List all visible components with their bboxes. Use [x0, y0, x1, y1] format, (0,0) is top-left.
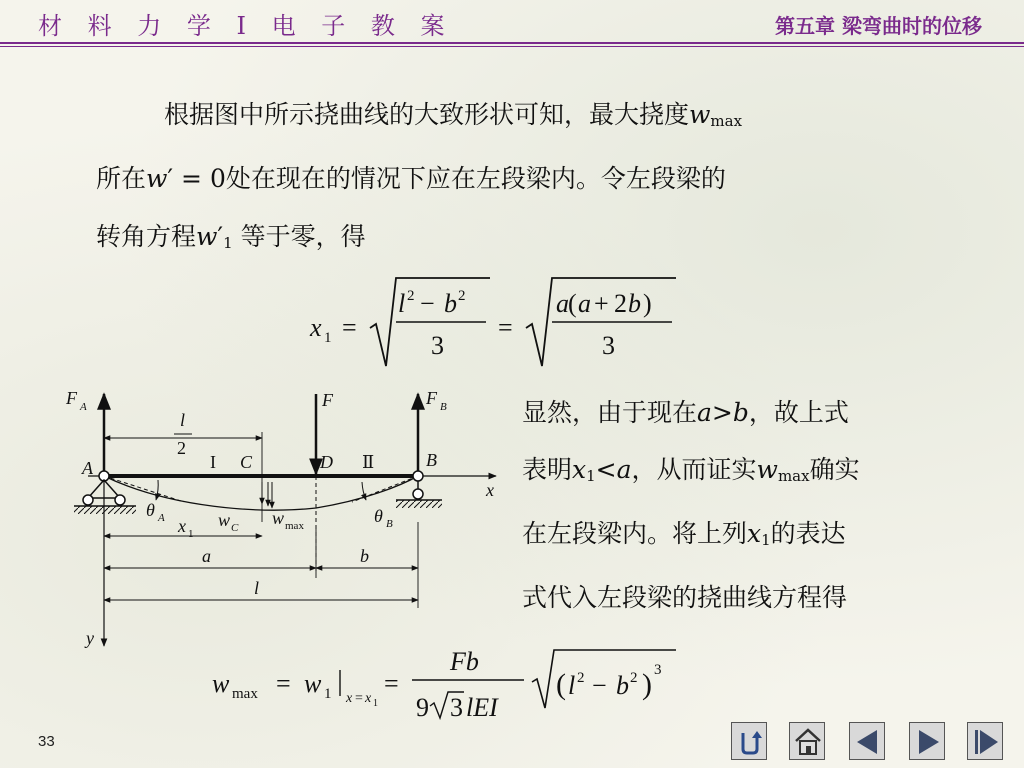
svg-text:1: 1	[324, 686, 332, 702]
svg-text:a: a	[556, 289, 569, 318]
intro-paragraph	[96, 86, 956, 272]
fb-label: F	[426, 388, 437, 408]
next-icon	[910, 723, 946, 761]
svg-text:−: −	[592, 671, 607, 700]
svg-text:2: 2	[577, 670, 585, 686]
explanation-text	[522, 384, 982, 626]
explanation-line-1: 显然，由于现在a>b，故上式	[522, 398, 849, 427]
svg-text:lEI: lEI	[466, 693, 498, 722]
svg-text:b: b	[444, 289, 457, 318]
svg-text:2: 2	[614, 289, 627, 318]
svg-text:x: x	[346, 691, 353, 706]
home-button[interactable]	[789, 722, 825, 760]
explanation-line-3: 在左段梁内。将上列$x_1$的表达	[522, 519, 846, 549]
previous-icon	[850, 723, 886, 761]
svg-text:w: w	[304, 669, 322, 698]
formula-wmax	[206, 644, 686, 724]
svg-text:=: =	[384, 669, 399, 698]
svg-text:a: a	[578, 289, 591, 318]
dim-l-label: l	[254, 578, 260, 598]
return-button[interactable]	[731, 722, 767, 760]
slide-header	[0, 0, 1024, 50]
svg-text:3: 3	[431, 331, 444, 360]
segment-2-label: Ⅱ	[362, 452, 375, 472]
svg-text:l: l	[568, 671, 576, 700]
svg-text:=: =	[276, 669, 291, 698]
theta-a-sub: A	[158, 512, 165, 524]
svg-text:+: +	[594, 289, 609, 318]
svg-text:2: 2	[407, 288, 415, 304]
point-d-label: D	[320, 452, 333, 472]
svg-text:3: 3	[602, 331, 615, 360]
f-label: F	[322, 390, 333, 410]
previous-button[interactable]	[849, 722, 885, 760]
x1-label: x	[178, 516, 186, 536]
page-number: 33	[38, 733, 55, 750]
svg-text:b: b	[628, 289, 641, 318]
svg-text:(: (	[556, 668, 566, 701]
paragraph-line-2: 所在w′ = 0处在现在的情况下应在左段梁内。令左段梁的	[96, 164, 726, 193]
svg-text:max: max	[232, 686, 258, 702]
svg-text:x: x	[365, 691, 372, 706]
wmax-sub: max	[285, 520, 304, 532]
fa-label-sub: A	[80, 401, 87, 413]
svg-text:w: w	[212, 669, 230, 698]
svg-text:2: 2	[630, 670, 638, 686]
svg-text:): )	[642, 668, 652, 701]
svg-text:x: x	[310, 313, 322, 342]
point-c-label: C	[240, 452, 253, 472]
paragraph-line-3: 转角方程$w'_1$ 等于零，得	[96, 222, 366, 252]
svg-text:Fb: Fb	[450, 647, 479, 676]
svg-text:3: 3	[654, 662, 662, 678]
segment-1-label: I	[210, 452, 216, 472]
fa-label: F	[66, 388, 77, 408]
formula-x1	[300, 270, 680, 374]
point-a-label: A	[82, 458, 93, 478]
y-axis-label: y	[86, 628, 94, 648]
home-icon	[790, 723, 826, 761]
explanation-line-2: 表明$x_1<a$，从而证实$w_{max}$确实	[522, 455, 860, 485]
svg-text:1: 1	[373, 698, 378, 709]
last-page-icon	[968, 723, 1004, 761]
paragraph-line-1: 根据图中所示挠曲线的大致形状可知，最大挠度$w_{max}$	[164, 100, 743, 130]
dim-a-label: a	[202, 546, 211, 566]
last-page-button[interactable]	[967, 722, 1003, 760]
x1-sub: 1	[188, 528, 194, 540]
dim-b-label: b	[360, 546, 369, 566]
svg-text:b: b	[616, 671, 629, 700]
svg-text:1: 1	[324, 330, 332, 346]
x-axis-label: x	[486, 480, 494, 500]
svg-text:=: =	[342, 313, 357, 342]
svg-text:9: 9	[416, 693, 429, 722]
wc-sub: C	[231, 522, 239, 534]
wmax-label: w	[272, 508, 285, 528]
point-b-label: B	[426, 450, 437, 470]
svg-text:−: −	[420, 289, 435, 318]
chapter-title: 第五章 梁弯曲时的位移	[775, 14, 982, 38]
svg-text:(: (	[568, 289, 577, 318]
l-half-num: l	[180, 410, 186, 430]
svg-text:=: =	[498, 313, 513, 342]
beam-deflection-diagram	[60, 382, 510, 654]
theta-a-label: θ	[146, 500, 155, 520]
svg-text:=: =	[355, 691, 363, 706]
svg-text:): )	[643, 289, 652, 318]
theta-b-sub: B	[386, 518, 393, 530]
svg-text:l: l	[398, 289, 406, 318]
explanation-line-4: 式代入左段梁的挠曲线方程得	[522, 583, 848, 612]
l-half-den: 2	[177, 438, 186, 458]
course-title: 材 料 力 学 Ⅰ 电 子 教 案	[38, 12, 454, 40]
wc-label: w	[218, 510, 231, 530]
return-icon	[732, 723, 768, 761]
svg-text:2: 2	[458, 288, 466, 304]
fb-label-sub: B	[440, 401, 447, 413]
svg-text:3: 3	[450, 693, 463, 722]
theta-b-label: θ	[374, 506, 383, 526]
header-divider	[0, 42, 1024, 48]
next-button[interactable]	[909, 722, 945, 760]
